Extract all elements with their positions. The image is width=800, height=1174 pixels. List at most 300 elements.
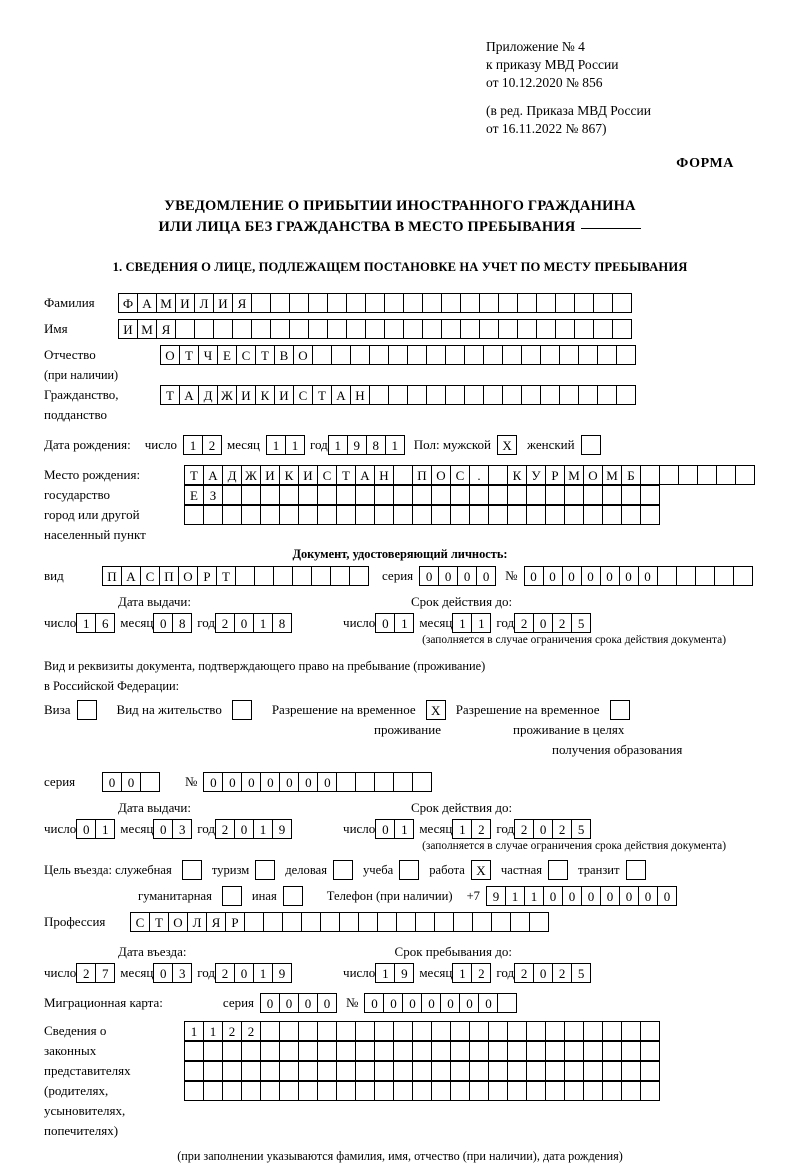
stay-doc-series-input[interactable] (102, 772, 159, 792)
representatives-input-4[interactable] (184, 1081, 659, 1101)
char-cell[interactable]: 0 (222, 772, 242, 792)
residence-permit-checkbox[interactable] (232, 700, 252, 720)
char-cell[interactable] (374, 772, 394, 792)
char-cell[interactable]: И (298, 465, 318, 485)
char-cell[interactable] (336, 772, 356, 792)
char-cell[interactable] (564, 1021, 584, 1041)
char-cell[interactable]: 1 (253, 613, 273, 633)
char-cell[interactable]: 1 (394, 613, 414, 633)
char-cell[interactable] (374, 485, 394, 505)
char-cell[interactable] (583, 1061, 603, 1081)
char-cell[interactable]: 0 (524, 566, 544, 586)
char-cell[interactable]: 0 (375, 613, 395, 633)
char-cell[interactable] (415, 912, 435, 932)
char-cell[interactable] (241, 485, 261, 505)
char-cell[interactable] (241, 1041, 261, 1061)
char-cell[interactable]: А (331, 385, 351, 405)
char-cell[interactable] (393, 1081, 413, 1101)
char-cell[interactable]: Ж (241, 465, 261, 485)
char-cell[interactable]: 0 (402, 993, 422, 1013)
char-cell[interactable] (194, 319, 214, 339)
char-cell[interactable] (301, 912, 321, 932)
char-cell[interactable]: И (274, 385, 294, 405)
char-cell[interactable] (251, 293, 271, 313)
char-cell[interactable] (521, 345, 541, 365)
char-cell[interactable] (555, 293, 575, 313)
char-cell[interactable] (640, 1021, 660, 1041)
char-cell[interactable] (422, 319, 442, 339)
char-cell[interactable]: 0 (203, 772, 223, 792)
char-cell[interactable]: 0 (364, 993, 384, 1013)
char-cell[interactable] (488, 1061, 508, 1081)
char-cell[interactable] (678, 465, 698, 485)
char-cell[interactable] (320, 912, 340, 932)
char-cell[interactable]: 0 (581, 886, 601, 906)
char-cell[interactable] (393, 1061, 413, 1081)
char-cell[interactable] (298, 1081, 318, 1101)
char-cell[interactable] (597, 345, 617, 365)
char-cell[interactable] (184, 505, 204, 525)
char-cell[interactable] (346, 319, 366, 339)
char-cell[interactable]: 2 (241, 1021, 261, 1041)
char-cell[interactable] (346, 293, 366, 313)
char-cell[interactable]: 1 (328, 435, 348, 455)
char-cell[interactable] (460, 319, 480, 339)
char-cell[interactable]: 0 (581, 566, 601, 586)
char-cell[interactable] (330, 566, 350, 586)
char-cell[interactable] (640, 1081, 660, 1101)
char-cell[interactable]: Л (194, 293, 214, 313)
char-cell[interactable] (412, 1081, 432, 1101)
char-cell[interactable]: 2 (471, 819, 491, 839)
char-cell[interactable] (412, 1041, 432, 1061)
char-cell[interactable]: 0 (533, 819, 553, 839)
char-cell[interactable] (488, 485, 508, 505)
char-cell[interactable]: 1 (95, 819, 115, 839)
char-cell[interactable]: 0 (600, 566, 620, 586)
purpose-humanitarian-checkbox[interactable] (222, 886, 242, 906)
char-cell[interactable] (507, 1021, 527, 1041)
char-cell[interactable] (298, 1021, 318, 1041)
char-cell[interactable] (640, 485, 660, 505)
char-cell[interactable]: . (469, 465, 489, 485)
stay-until-month-input[interactable] (452, 963, 490, 983)
char-cell[interactable] (564, 1041, 584, 1061)
patronymic-input[interactable] (160, 345, 635, 365)
char-cell[interactable] (279, 1081, 299, 1101)
char-cell[interactable]: 2 (202, 435, 222, 455)
char-cell[interactable] (260, 1081, 280, 1101)
char-cell[interactable] (545, 505, 565, 525)
char-cell[interactable] (222, 1081, 242, 1101)
char-cell[interactable] (388, 345, 408, 365)
birth-place-input-2[interactable] (184, 485, 659, 505)
birth-day-input[interactable] (183, 435, 221, 455)
char-cell[interactable]: 2 (552, 819, 572, 839)
char-cell[interactable] (507, 1041, 527, 1061)
char-cell[interactable] (574, 319, 594, 339)
char-cell[interactable] (616, 345, 636, 365)
char-cell[interactable] (289, 293, 309, 313)
char-cell[interactable] (602, 485, 622, 505)
char-cell[interactable] (479, 293, 499, 313)
char-cell[interactable]: 0 (543, 886, 563, 906)
char-cell[interactable]: 2 (514, 963, 534, 983)
phone-input[interactable] (486, 886, 676, 906)
char-cell[interactable] (488, 1021, 508, 1041)
char-cell[interactable] (479, 319, 499, 339)
char-cell[interactable]: 1 (76, 613, 96, 633)
char-cell[interactable]: 0 (543, 566, 563, 586)
char-cell[interactable] (244, 912, 264, 932)
char-cell[interactable] (426, 385, 446, 405)
char-cell[interactable] (374, 1061, 394, 1081)
char-cell[interactable] (602, 505, 622, 525)
representatives-input-3[interactable] (184, 1061, 659, 1081)
char-cell[interactable] (526, 1061, 546, 1081)
char-cell[interactable] (616, 385, 636, 405)
char-cell[interactable] (355, 1021, 375, 1041)
char-cell[interactable] (498, 293, 518, 313)
char-cell[interactable]: Т (336, 465, 356, 485)
char-cell[interactable] (593, 293, 613, 313)
char-cell[interactable]: Д (222, 465, 242, 485)
char-cell[interactable]: 2 (552, 613, 572, 633)
char-cell[interactable] (279, 1061, 299, 1081)
char-cell[interactable] (422, 293, 442, 313)
char-cell[interactable]: 0 (153, 613, 173, 633)
char-cell[interactable]: Т (179, 345, 199, 365)
char-cell[interactable]: 0 (383, 993, 403, 1013)
char-cell[interactable] (393, 1021, 413, 1041)
char-cell[interactable]: 2 (215, 963, 235, 983)
char-cell[interactable]: 0 (76, 819, 96, 839)
char-cell[interactable] (374, 505, 394, 525)
char-cell[interactable] (583, 505, 603, 525)
birth-year-input[interactable] (328, 435, 404, 455)
char-cell[interactable]: С (236, 345, 256, 365)
char-cell[interactable] (251, 319, 271, 339)
char-cell[interactable] (270, 319, 290, 339)
char-cell[interactable]: 0 (457, 566, 477, 586)
char-cell[interactable]: А (355, 465, 375, 485)
char-cell[interactable]: 1 (471, 613, 491, 633)
char-cell[interactable]: М (564, 465, 584, 485)
char-cell[interactable] (203, 1061, 223, 1081)
char-cell[interactable] (213, 319, 233, 339)
char-cell[interactable] (355, 772, 375, 792)
char-cell[interactable] (621, 1041, 641, 1061)
char-cell[interactable]: 0 (317, 772, 337, 792)
char-cell[interactable] (453, 912, 473, 932)
char-cell[interactable]: 1 (452, 963, 472, 983)
char-cell[interactable]: Р (225, 912, 245, 932)
char-cell[interactable]: 0 (562, 566, 582, 586)
char-cell[interactable] (583, 485, 603, 505)
char-cell[interactable] (597, 385, 617, 405)
char-cell[interactable] (502, 345, 522, 365)
char-cell[interactable] (733, 566, 753, 586)
char-cell[interactable] (311, 566, 331, 586)
char-cell[interactable]: 2 (514, 613, 534, 633)
char-cell[interactable] (507, 1081, 527, 1101)
identity-doc-series-input[interactable] (419, 566, 495, 586)
char-cell[interactable] (450, 1041, 470, 1061)
char-cell[interactable]: И (236, 385, 256, 405)
char-cell[interactable] (545, 1021, 565, 1041)
char-cell[interactable] (574, 293, 594, 313)
char-cell[interactable] (578, 345, 598, 365)
char-cell[interactable]: 2 (552, 963, 572, 983)
char-cell[interactable] (695, 566, 715, 586)
char-cell[interactable] (308, 293, 328, 313)
char-cell[interactable] (431, 505, 451, 525)
char-cell[interactable] (292, 566, 312, 586)
char-cell[interactable]: 0 (260, 772, 280, 792)
purpose-business-checkbox[interactable] (333, 860, 353, 880)
char-cell[interactable] (640, 1041, 660, 1061)
char-cell[interactable] (260, 1061, 280, 1081)
char-cell[interactable] (464, 385, 484, 405)
char-cell[interactable] (445, 385, 465, 405)
char-cell[interactable]: 1 (505, 886, 525, 906)
char-cell[interactable]: 0 (375, 819, 395, 839)
char-cell[interactable] (507, 1061, 527, 1081)
char-cell[interactable]: Т (312, 385, 332, 405)
char-cell[interactable] (336, 485, 356, 505)
stay-doc-number-input[interactable] (203, 772, 431, 792)
char-cell[interactable] (564, 505, 584, 525)
char-cell[interactable] (374, 1041, 394, 1061)
char-cell[interactable] (431, 1061, 451, 1081)
char-cell[interactable] (184, 1081, 204, 1101)
char-cell[interactable]: 0 (102, 772, 122, 792)
char-cell[interactable] (450, 485, 470, 505)
char-cell[interactable] (521, 385, 541, 405)
char-cell[interactable]: Д (198, 385, 218, 405)
char-cell[interactable] (545, 1061, 565, 1081)
stay-issue-month-input[interactable] (153, 819, 191, 839)
char-cell[interactable] (469, 505, 489, 525)
char-cell[interactable] (374, 1021, 394, 1041)
char-cell[interactable] (327, 319, 347, 339)
identity-valid-year-input[interactable] (514, 613, 590, 633)
char-cell[interactable] (593, 319, 613, 339)
char-cell[interactable] (270, 293, 290, 313)
char-cell[interactable] (640, 505, 660, 525)
char-cell[interactable]: М (602, 465, 622, 485)
char-cell[interactable]: 0 (619, 886, 639, 906)
char-cell[interactable] (403, 319, 423, 339)
char-cell[interactable] (469, 1061, 489, 1081)
char-cell[interactable]: 0 (234, 819, 254, 839)
char-cell[interactable]: 0 (234, 613, 254, 633)
char-cell[interactable] (222, 1061, 242, 1081)
char-cell[interactable] (355, 485, 375, 505)
char-cell[interactable]: 0 (440, 993, 460, 1013)
char-cell[interactable] (355, 1061, 375, 1081)
identity-valid-day-input[interactable] (375, 613, 413, 633)
char-cell[interactable] (203, 1081, 223, 1101)
char-cell[interactable] (483, 345, 503, 365)
char-cell[interactable] (488, 465, 508, 485)
char-cell[interactable] (450, 1021, 470, 1041)
char-cell[interactable] (578, 385, 598, 405)
char-cell[interactable] (317, 1081, 337, 1101)
char-cell[interactable] (355, 1041, 375, 1061)
char-cell[interactable] (317, 485, 337, 505)
char-cell[interactable]: 9 (272, 963, 292, 983)
char-cell[interactable] (365, 293, 385, 313)
char-cell[interactable]: Я (206, 912, 226, 932)
char-cell[interactable] (393, 505, 413, 525)
char-cell[interactable]: П (412, 465, 432, 485)
char-cell[interactable]: И (260, 465, 280, 485)
char-cell[interactable]: 1 (183, 435, 203, 455)
char-cell[interactable] (260, 485, 280, 505)
char-cell[interactable]: 0 (533, 963, 553, 983)
char-cell[interactable] (431, 485, 451, 505)
char-cell[interactable]: 2 (76, 963, 96, 983)
visa-checkbox[interactable] (77, 700, 97, 720)
char-cell[interactable] (184, 1041, 204, 1061)
char-cell[interactable]: 6 (95, 613, 115, 633)
char-cell[interactable] (222, 1041, 242, 1061)
char-cell[interactable]: 5 (571, 819, 591, 839)
char-cell[interactable]: С (293, 385, 313, 405)
char-cell[interactable]: 0 (298, 772, 318, 792)
char-cell[interactable] (412, 1021, 432, 1041)
char-cell[interactable] (445, 345, 465, 365)
char-cell[interactable] (374, 1081, 394, 1101)
char-cell[interactable]: 0 (638, 566, 658, 586)
name-input[interactable] (118, 319, 631, 339)
char-cell[interactable] (491, 912, 511, 932)
char-cell[interactable]: С (317, 465, 337, 485)
char-cell[interactable]: 0 (298, 993, 318, 1013)
char-cell[interactable] (365, 319, 385, 339)
char-cell[interactable] (431, 1041, 451, 1061)
char-cell[interactable] (336, 505, 356, 525)
char-cell[interactable]: 1 (394, 819, 414, 839)
char-cell[interactable]: 9 (272, 819, 292, 839)
char-cell[interactable]: 0 (476, 566, 496, 586)
char-cell[interactable] (526, 485, 546, 505)
char-cell[interactable]: М (137, 319, 157, 339)
char-cell[interactable]: Ч (198, 345, 218, 365)
char-cell[interactable]: 0 (317, 993, 337, 1013)
char-cell[interactable]: 1 (203, 1021, 223, 1041)
char-cell[interactable] (460, 293, 480, 313)
char-cell[interactable] (697, 465, 717, 485)
char-cell[interactable]: 1 (375, 963, 395, 983)
char-cell[interactable] (657, 566, 677, 586)
char-cell[interactable]: Р (197, 566, 217, 586)
char-cell[interactable] (676, 566, 696, 586)
char-cell[interactable] (612, 319, 632, 339)
identity-valid-month-input[interactable] (452, 613, 490, 633)
char-cell[interactable] (431, 1021, 451, 1041)
entry-year-input[interactable] (215, 963, 291, 983)
char-cell[interactable]: П (102, 566, 122, 586)
char-cell[interactable] (526, 1081, 546, 1101)
char-cell[interactable]: 2 (215, 819, 235, 839)
char-cell[interactable]: 0 (619, 566, 639, 586)
char-cell[interactable]: Т (149, 912, 169, 932)
char-cell[interactable] (450, 505, 470, 525)
char-cell[interactable] (336, 1061, 356, 1081)
char-cell[interactable] (273, 566, 293, 586)
char-cell[interactable]: И (175, 293, 195, 313)
char-cell[interactable] (621, 485, 641, 505)
char-cell[interactable] (583, 1081, 603, 1101)
char-cell[interactable] (388, 385, 408, 405)
migration-series-input[interactable] (260, 993, 336, 1013)
entry-month-input[interactable] (153, 963, 191, 983)
char-cell[interactable] (396, 912, 416, 932)
birth-place-input-1[interactable] (184, 465, 754, 485)
char-cell[interactable] (450, 1061, 470, 1081)
char-cell[interactable] (526, 505, 546, 525)
char-cell[interactable] (279, 485, 299, 505)
char-cell[interactable] (412, 485, 432, 505)
char-cell[interactable] (260, 1021, 280, 1041)
char-cell[interactable] (369, 385, 389, 405)
char-cell[interactable] (384, 319, 404, 339)
char-cell[interactable] (441, 293, 461, 313)
char-cell[interactable] (602, 1061, 622, 1081)
char-cell[interactable]: З (203, 485, 223, 505)
char-cell[interactable]: 5 (571, 963, 591, 983)
char-cell[interactable]: Л (187, 912, 207, 932)
char-cell[interactable] (184, 1061, 204, 1081)
char-cell[interactable]: 1 (184, 1021, 204, 1041)
migration-number-input[interactable] (364, 993, 516, 1013)
char-cell[interactable]: Н (350, 385, 370, 405)
char-cell[interactable]: С (140, 566, 160, 586)
char-cell[interactable] (559, 385, 579, 405)
char-cell[interactable]: 0 (533, 613, 553, 633)
char-cell[interactable]: 3 (172, 819, 192, 839)
char-cell[interactable] (559, 345, 579, 365)
char-cell[interactable] (469, 1081, 489, 1101)
char-cell[interactable] (263, 912, 283, 932)
char-cell[interactable] (339, 912, 359, 932)
char-cell[interactable]: О (293, 345, 313, 365)
purpose-service-checkbox[interactable] (182, 860, 202, 880)
char-cell[interactable] (716, 465, 736, 485)
char-cell[interactable] (369, 345, 389, 365)
char-cell[interactable] (469, 485, 489, 505)
char-cell[interactable]: 1 (285, 435, 305, 455)
char-cell[interactable] (540, 385, 560, 405)
char-cell[interactable]: К (279, 465, 299, 485)
char-cell[interactable]: О (168, 912, 188, 932)
char-cell[interactable] (464, 345, 484, 365)
char-cell[interactable]: И (213, 293, 233, 313)
char-cell[interactable] (526, 1021, 546, 1041)
char-cell[interactable]: Б (621, 465, 641, 485)
char-cell[interactable]: 9 (347, 435, 367, 455)
char-cell[interactable]: 1 (452, 613, 472, 633)
char-cell[interactable] (488, 1041, 508, 1061)
char-cell[interactable]: О (431, 465, 451, 485)
char-cell[interactable] (555, 319, 575, 339)
char-cell[interactable] (469, 1041, 489, 1061)
char-cell[interactable] (483, 385, 503, 405)
profession-input[interactable] (130, 912, 548, 932)
identity-doc-type-input[interactable] (102, 566, 368, 586)
